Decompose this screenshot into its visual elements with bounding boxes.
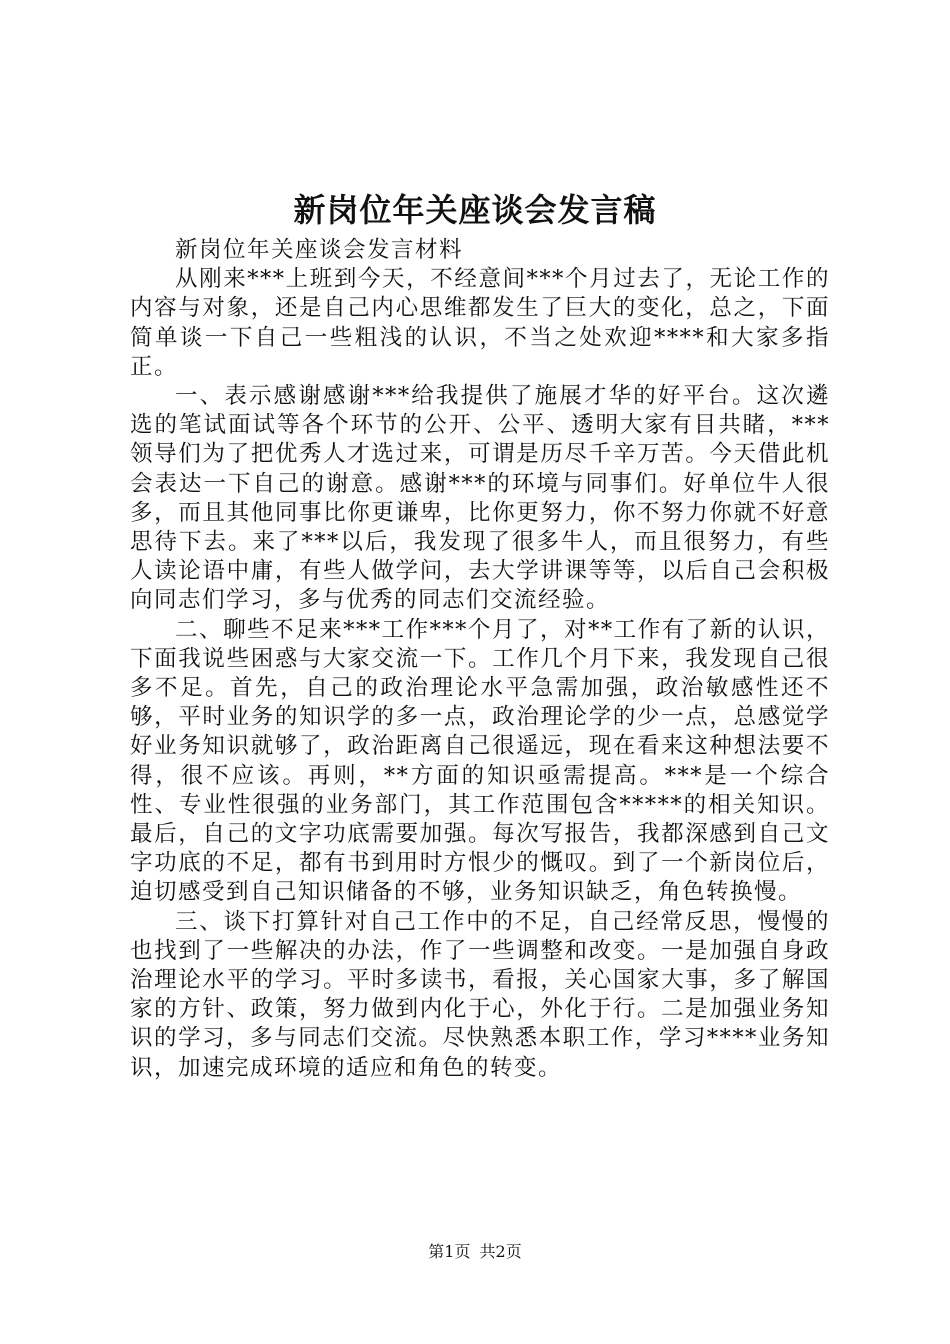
paragraph-shortcomings: 二、聊些不足来***工作***个月了，对**工作有了新的认识，下面我说些困惑与大家交流一下。工作几个月下来，我发现自己很多不足。首先，自己的政治理论水平急需加强，政治敏感性还不够，平时业务的知识学的多一点，政治理论学的少一点，总感觉学好业务知识就够了，政治距离自己很遥远，现在看来这种想法要不得，很不应该。再则，**方面的知识亟需提高。***是一个综合性、专业性很强的业务部门，其工作范围包含*****的相关知识。最后，自己的文字功底需要加强。每次写报告，我都深感到自己文字功底的不足，都有书到用时方恨少的慨叹。到了一个新岗位后，迫切感受到自己知识储备的不够，业务知识缺乏，角色转换慢。 (130, 616, 830, 906)
page-footer (0, 1241, 950, 1263)
page-total: 共2页 (479, 1242, 522, 1261)
document-subtitle: 新岗位年关座谈会发言材料 (175, 237, 464, 263)
document-body (130, 236, 830, 1083)
paragraph-intro: 从刚来***上班到今天，不经意间***个月过去了，无论工作的内容与对象，还是自己内心思维都发生了巨大的变化，总之，下面简单谈一下自己一些粗浅的认识，不当之处欢迎****和大家多指正。 (130, 266, 830, 380)
paragraph-thanks: 一、表示感谢感谢***给我提供了施展才华的好平台。这次遴选的笔试面试等各个环节的公开、公平、透明大家有目共睹，***领导们为了把优秀人才选过来，可谓是历尽千辛万苦。今天借此机会表达一下自己的谢意。感谢***的环境与同事们。好单位牛人很多，而且其他同事比你更谦卑，比你更努力，你不努力你就不好意思待下去。来了***以后，我发现了很多牛人，而且很努力，有些人读论语中庸，有些人做学问，去大学讲课等等，以后自己会积极向同志们学习，多与优秀的同志们交流经验。 (130, 383, 830, 614)
page-number: 第1页 (428, 1242, 471, 1261)
document-title: 新岗位年关座谈会发言稿 (293, 191, 657, 229)
paragraph-plans: 三、谈下打算针对自己工作中的不足，自己经常反思，慢慢的也找到了一些解决的办法，作了一些调整和改变。一是加强自身政治理论水平的学习。平时多读书，看报，关心国家大事，多了解国家的方针、政策，努力做到内化于心，外化于行。二是加强业务知识的学习，多与同志们交流。尽快熟悉本职工作，学习****业务知识，加速完成环境的适应和角色的转变。 (130, 908, 830, 1081)
